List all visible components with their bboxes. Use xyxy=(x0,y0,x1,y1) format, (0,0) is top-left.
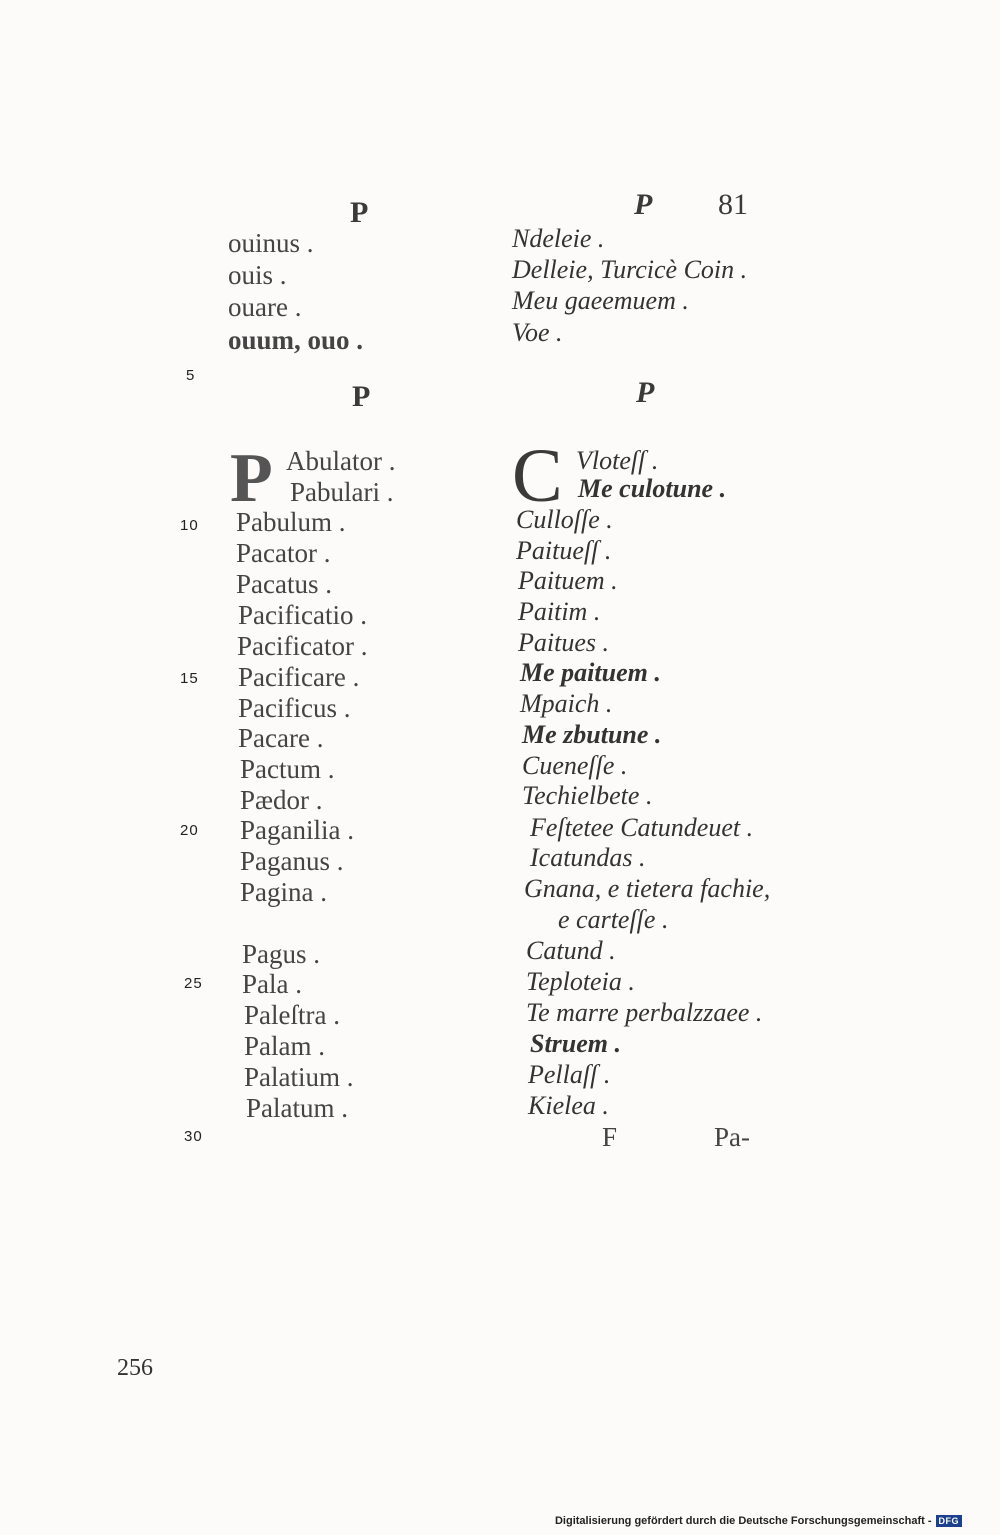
albanian-entry: Vloteſſ . xyxy=(576,446,659,475)
albanian-entry: Gnana, e tietera fachie, xyxy=(524,874,771,903)
page-number: 256 xyxy=(117,1355,153,1381)
line-number: 30 xyxy=(184,1128,203,1145)
latin-entry: Pædor . xyxy=(240,785,323,815)
albanian-entry: Techielbete . xyxy=(522,781,653,810)
latin-entry: ouum, ouo . xyxy=(228,325,364,355)
latin-entry: Paganus . xyxy=(240,846,344,876)
albanian-entry: Voe . xyxy=(512,318,563,347)
dfg-logo: DFG xyxy=(936,1515,963,1527)
latin-entry: Pacificare . xyxy=(238,662,360,692)
drop-cap-right: C xyxy=(512,434,563,518)
section-head-left: P xyxy=(352,380,371,413)
running-head-left: P xyxy=(350,196,369,229)
latin-entry: ouare . xyxy=(228,292,302,322)
latin-entry: ouis . xyxy=(228,260,287,290)
albanian-entry: Kielea . xyxy=(528,1091,609,1120)
latin-entry: Pagina . xyxy=(240,877,327,907)
latin-entry: ouinus . xyxy=(228,228,314,258)
albanian-entry: Paitim . xyxy=(518,597,601,626)
latin-entry: Pala . xyxy=(242,969,302,999)
latin-entry: Paganilia . xyxy=(240,815,354,845)
latin-entry: Pactum . xyxy=(240,754,335,784)
albanian-entry: Me paituem . xyxy=(520,658,661,687)
line-number: 15 xyxy=(180,670,199,687)
albanian-entry: Pellaſſ . xyxy=(528,1060,611,1089)
line-number: 25 xyxy=(184,975,203,992)
catchword: Pa- xyxy=(714,1122,750,1152)
albanian-entry: Paituem . xyxy=(518,566,618,595)
latin-entry: Abulator . xyxy=(286,446,396,476)
latin-entry: Pacificatio . xyxy=(238,600,367,630)
albanian-entry: Catund . xyxy=(526,936,616,965)
albanian-entry: Culloſſe . xyxy=(516,505,613,534)
albanian-entry: Me culotune . xyxy=(578,474,727,503)
albanian-entry: Feſtetee Catundeuet . xyxy=(530,813,754,842)
line-number: 10 xyxy=(180,517,199,534)
albanian-entry: Me zbutune . xyxy=(522,720,662,749)
albanian-entry: Delleie, Turcicè Coin . xyxy=(512,255,748,284)
footer-text: Digitalisierung gefördert durch die Deutsche Forschungsgemeinschaft - xyxy=(554,1515,932,1527)
albanian-entry: e carteſſe . xyxy=(558,905,669,934)
section-head-right: P xyxy=(636,376,655,409)
latin-entry: Paleſtra . xyxy=(244,1000,340,1030)
latin-entry: Pacatus . xyxy=(236,569,332,599)
albanian-entry: Teploteia . xyxy=(526,967,635,996)
albanian-entry: Mpaich . xyxy=(520,689,613,718)
albanian-entry: Ndeleie . xyxy=(512,224,605,253)
line-number: 5 xyxy=(186,367,196,384)
running-head-right: P xyxy=(634,188,653,221)
latin-entry: Palatium . xyxy=(244,1062,354,1092)
latin-entry: Pacator . xyxy=(236,538,331,568)
albanian-entry: Icatundas . xyxy=(530,843,646,872)
drop-cap-left: P xyxy=(230,440,273,517)
albanian-entry: Struem . xyxy=(530,1029,622,1058)
albanian-entry: Paitueſſ . xyxy=(516,536,612,565)
latin-entry: Pabulum . xyxy=(236,507,346,537)
latin-entry: Pacificator . xyxy=(237,631,368,661)
line-number: 20 xyxy=(180,822,199,839)
digitization-footer xyxy=(555,1515,962,1527)
signature-mark: F xyxy=(602,1122,618,1152)
latin-entry: Pacare . xyxy=(238,723,324,753)
latin-entry: Pabulari . xyxy=(290,477,394,507)
albanian-entry: Meu gaeemuem . xyxy=(512,286,689,315)
folio: 81 xyxy=(718,188,748,221)
albanian-entry: Te marre perbalzzaee . xyxy=(526,998,763,1027)
latin-entry: Pagus . xyxy=(242,939,321,969)
albanian-entry: Cueneſſe . xyxy=(522,751,628,780)
latin-entry: Pacificus . xyxy=(238,693,351,723)
albanian-entry: Paitues . xyxy=(518,628,609,657)
latin-entry: Palatum . xyxy=(246,1093,348,1123)
latin-entry: Palam . xyxy=(244,1031,325,1061)
